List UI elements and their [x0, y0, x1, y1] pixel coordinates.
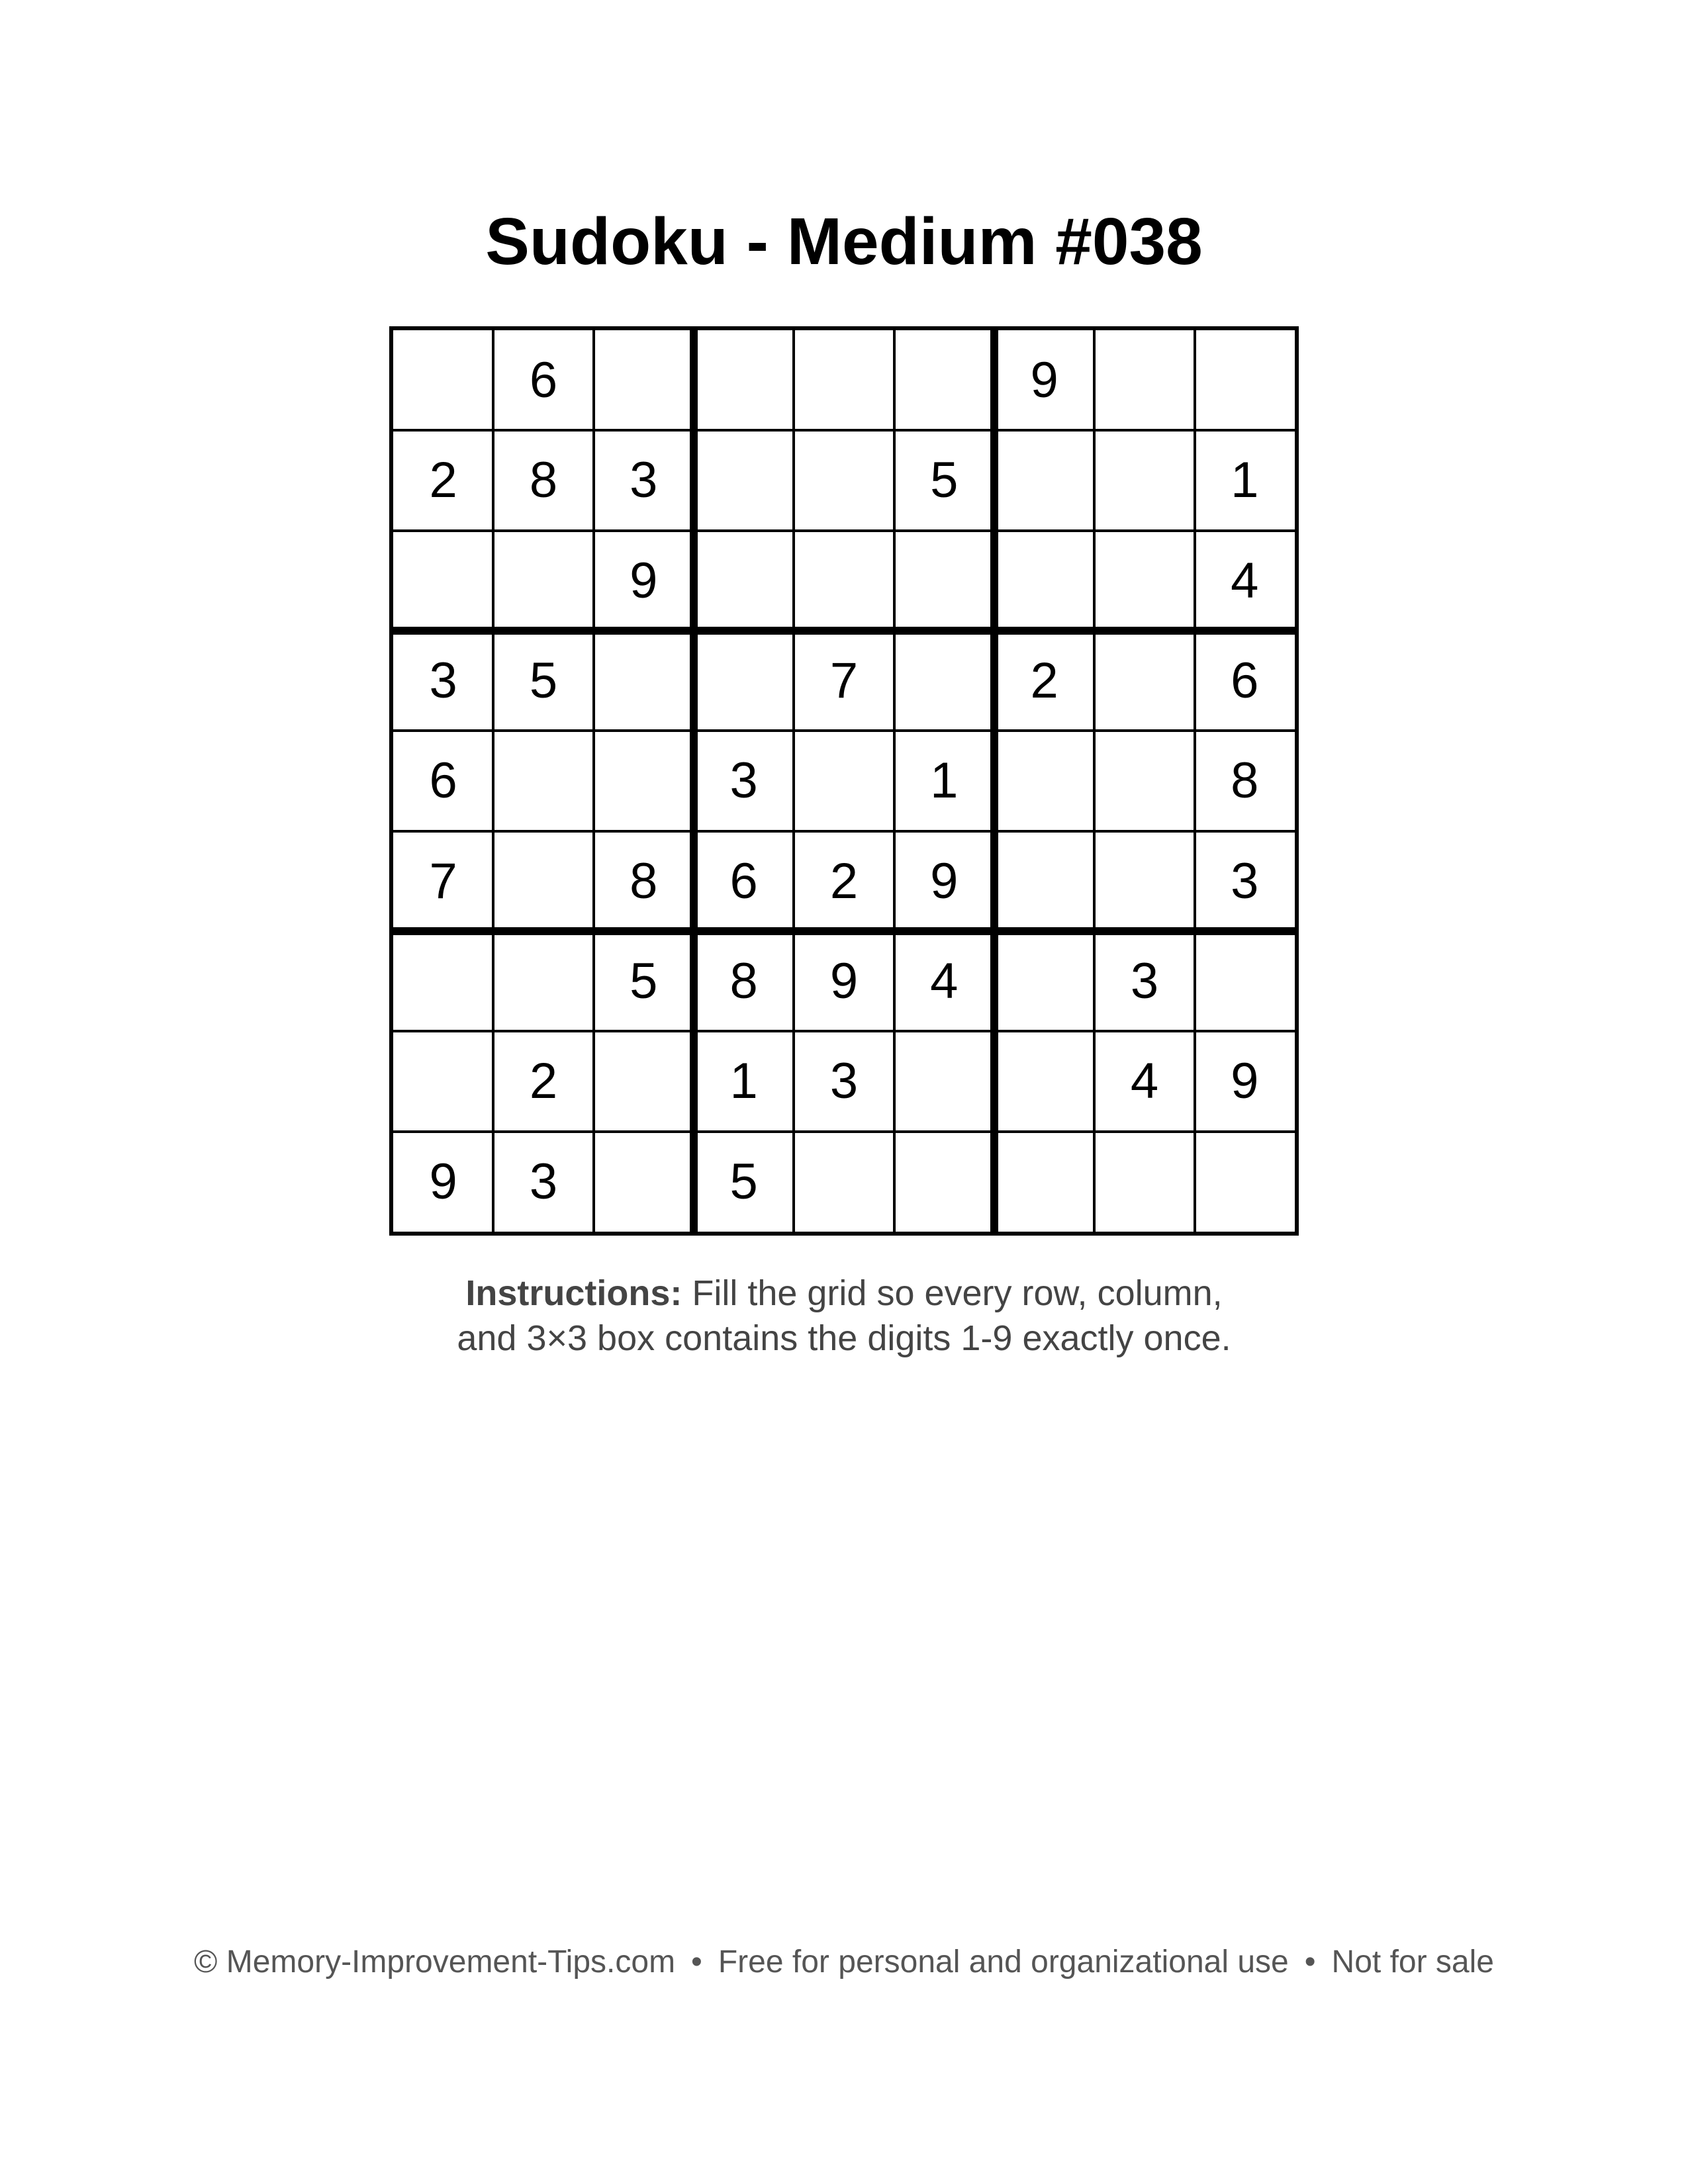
cell-r7-c7[interactable]	[994, 931, 1094, 1031]
sudoku-board	[389, 326, 1299, 1236]
cell-r2-c8[interactable]	[1094, 430, 1194, 530]
cell-r2-c9[interactable]: 1	[1231, 452, 1259, 509]
cell-r6-c6[interactable]: 9	[930, 852, 959, 909]
instructions	[0, 1271, 1688, 1361]
cell-r5-c1[interactable]: 6	[429, 752, 457, 809]
cell-r4-c8[interactable]	[1094, 631, 1194, 731]
cell-r4-c5[interactable]: 7	[829, 653, 859, 709]
cell-r8-c6[interactable]	[894, 1031, 994, 1131]
cell-r5-c4[interactable]: 3	[729, 752, 758, 809]
cell-r2-c1[interactable]: 2	[429, 452, 457, 509]
cell-r8-c3[interactable]	[594, 1031, 694, 1131]
cell-r9-c1[interactable]: 9	[429, 1153, 457, 1210]
cell-r6-c9[interactable]: 3	[1231, 852, 1259, 909]
cell-r6-c2[interactable]	[493, 831, 593, 931]
cell-r9-c2[interactable]: 3	[529, 1153, 558, 1210]
cell-r3-c3[interactable]: 9	[630, 552, 658, 609]
cell-r7-c6[interactable]: 4	[930, 953, 959, 1010]
cell-r4-c4[interactable]	[694, 631, 794, 731]
cell-r2-c5[interactable]	[794, 430, 894, 530]
cell-r8-c7[interactable]	[994, 1031, 1094, 1131]
cell-r5-c8[interactable]	[1094, 731, 1194, 831]
footer-license: Free for personal and organizational use	[718, 1944, 1289, 1979]
cell-r5-c7[interactable]	[994, 731, 1094, 831]
cell-r3-c4[interactable]	[694, 531, 794, 631]
footer-separator: •	[691, 1944, 702, 1979]
cell-r3-c8[interactable]	[1094, 531, 1194, 631]
cell-r8-c4[interactable]: 1	[729, 1053, 758, 1110]
cell-r9-c9[interactable]	[1195, 1132, 1295, 1232]
cell-r8-c5[interactable]: 3	[829, 1053, 859, 1110]
cell-r5-c2[interactable]	[493, 731, 593, 831]
cell-r4-c7[interactable]: 2	[1030, 653, 1058, 709]
instructions-label: Instructions:	[465, 1273, 682, 1313]
cell-r6-c3[interactable]: 8	[630, 852, 658, 909]
cell-r9-c4[interactable]: 5	[729, 1153, 758, 1210]
cell-r3-c7[interactable]	[994, 531, 1094, 631]
page-title: Sudoku - Medium #038	[485, 205, 1203, 279]
cell-r1-c4[interactable]	[694, 330, 794, 430]
cell-r3-c2[interactable]	[493, 531, 593, 631]
cell-r8-c9[interactable]: 9	[1231, 1053, 1259, 1110]
instructions-text-line2: and 3×3 box contains the digits 1-9 exactly once.	[457, 1318, 1231, 1358]
cell-r1-c3[interactable]	[594, 330, 694, 430]
cell-r1-c6[interactable]	[894, 330, 994, 430]
cell-r7-c4[interactable]: 8	[729, 953, 758, 1010]
cell-r6-c7[interactable]	[994, 831, 1094, 931]
cell-r7-c2[interactable]	[493, 931, 593, 1031]
cell-r7-c3[interactable]: 5	[630, 953, 658, 1010]
cell-r3-c5[interactable]	[794, 531, 894, 631]
cell-r7-c5[interactable]: 9	[829, 953, 859, 1010]
cell-r9-c6[interactable]	[894, 1132, 994, 1232]
cell-r2-c4[interactable]	[694, 430, 794, 530]
cell-r1-c2[interactable]: 6	[529, 352, 558, 409]
cell-r9-c5[interactable]	[794, 1132, 894, 1232]
footer-not-for-sale: Not for sale	[1331, 1944, 1494, 1979]
cell-r9-c3[interactable]	[594, 1132, 694, 1232]
cell-r2-c6[interactable]: 5	[930, 452, 959, 509]
cell-r5-c3[interactable]	[594, 731, 694, 831]
footer-separator: •	[1304, 1944, 1316, 1979]
cell-r4-c9[interactable]: 6	[1231, 653, 1259, 709]
cell-r2-c7[interactable]	[994, 430, 1094, 530]
cell-r8-c1[interactable]	[393, 1031, 493, 1131]
cell-r5-c5[interactable]	[794, 731, 894, 831]
cell-r4-c2[interactable]: 5	[529, 653, 558, 709]
cell-r4-c3[interactable]	[594, 631, 694, 731]
cell-r1-c8[interactable]	[1094, 330, 1194, 430]
cell-r3-c1[interactable]	[393, 531, 493, 631]
cell-r1-c9[interactable]	[1195, 330, 1295, 430]
cell-r9-c7[interactable]	[994, 1132, 1094, 1232]
cell-r8-c8[interactable]: 4	[1130, 1053, 1159, 1110]
cell-r5-c9[interactable]: 8	[1231, 752, 1259, 809]
cell-r1-c1[interactable]	[393, 330, 493, 430]
cell-r7-c9[interactable]	[1195, 931, 1295, 1031]
cell-r1-c7[interactable]: 9	[1030, 352, 1058, 409]
cell-r3-c9[interactable]: 4	[1231, 552, 1259, 609]
instructions-text-line1: Fill the grid so every row, column,	[682, 1273, 1223, 1313]
cell-r5-c6[interactable]: 1	[930, 752, 959, 809]
cell-r6-c8[interactable]	[1094, 831, 1194, 931]
cell-r1-c5[interactable]	[794, 330, 894, 430]
cell-r6-c1[interactable]: 7	[429, 852, 457, 909]
cell-r4-c6[interactable]	[894, 631, 994, 731]
cell-r6-c5[interactable]: 2	[829, 852, 859, 909]
cell-r4-c1[interactable]: 3	[429, 653, 457, 709]
cell-r6-c4[interactable]: 6	[729, 852, 758, 909]
footer-copyright: © Memory-Improvement-Tips.com	[194, 1944, 676, 1979]
cell-r3-c6[interactable]	[894, 531, 994, 631]
cell-r9-c8[interactable]	[1094, 1132, 1194, 1232]
footer	[0, 1942, 1688, 1982]
cell-r7-c1[interactable]	[393, 931, 493, 1031]
cell-r8-c2[interactable]: 2	[529, 1053, 558, 1110]
cell-r2-c3[interactable]: 3	[630, 452, 658, 509]
cell-r2-c2[interactable]: 8	[529, 452, 558, 509]
cell-r7-c8[interactable]: 3	[1130, 953, 1159, 1010]
